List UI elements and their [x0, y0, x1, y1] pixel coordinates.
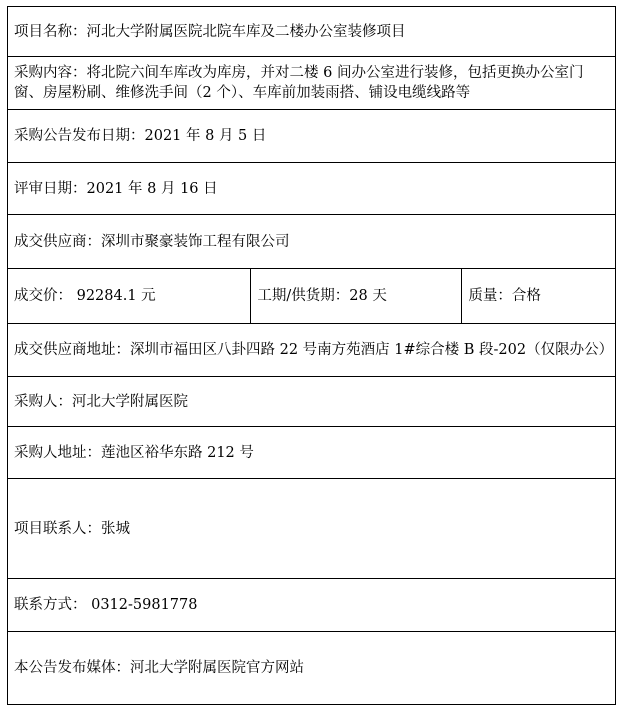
project-name-cell: 项目名称：河北大学附属医院北院车库及二楼办公室装修项目: [8, 7, 616, 57]
row-media: [8, 632, 616, 705]
purchaser-address-cell: 采购人地址：莲池区裕华东路 212 号: [8, 427, 616, 479]
phone-cell: 联系方式： 0312-5981778: [8, 579, 616, 632]
quality-cell: 质量：合格: [462, 269, 616, 324]
media-cell: 本公告发布媒体：河北大学附属医院官方网站: [8, 632, 616, 705]
supplier-address-cell: 成交供应商地址：深圳市福田区八卦四路 22 号南方苑酒店 1#综合楼 B 段-202（仅限办公）: [8, 324, 616, 377]
row-phone: [8, 579, 616, 632]
announcement-table: [7, 6, 616, 705]
row-supplier-address: [8, 324, 616, 377]
row-purchaser: [8, 377, 616, 427]
purchaser-cell: 采购人：河北大学附属医院: [8, 377, 616, 427]
price-cell: 成交价： 92284.1 元: [8, 269, 251, 324]
contact-person-cell: 项目联系人：张城: [8, 479, 616, 579]
supplier-cell: 成交供应商：深圳市聚豪装饰工程有限公司: [8, 215, 616, 269]
row-review-date: [8, 163, 616, 215]
row-content: [8, 57, 616, 110]
row-contact-person: [8, 479, 616, 579]
row-supplier: [8, 215, 616, 269]
period-cell: 工期/供货期：28 天: [251, 269, 462, 324]
review-date-cell: 评审日期：2021 年 8 月 16 日: [8, 163, 616, 215]
row-project-name: [8, 7, 616, 57]
row-announce-date: [8, 110, 616, 163]
announce-date-cell: 采购公告发布日期：2021 年 8 月 5 日: [8, 110, 616, 163]
row-price-period-quality: [8, 269, 616, 324]
content-cell: 采购内容：将北院六间车库改为库房，并对二楼 6 间办公室进行装修，包括更换办公室门窗、房屋粉刷、维修洗手间（2 个）、车库前加装雨搭、铺设电缆线路等: [8, 57, 616, 110]
row-purchaser-address: [8, 427, 616, 479]
